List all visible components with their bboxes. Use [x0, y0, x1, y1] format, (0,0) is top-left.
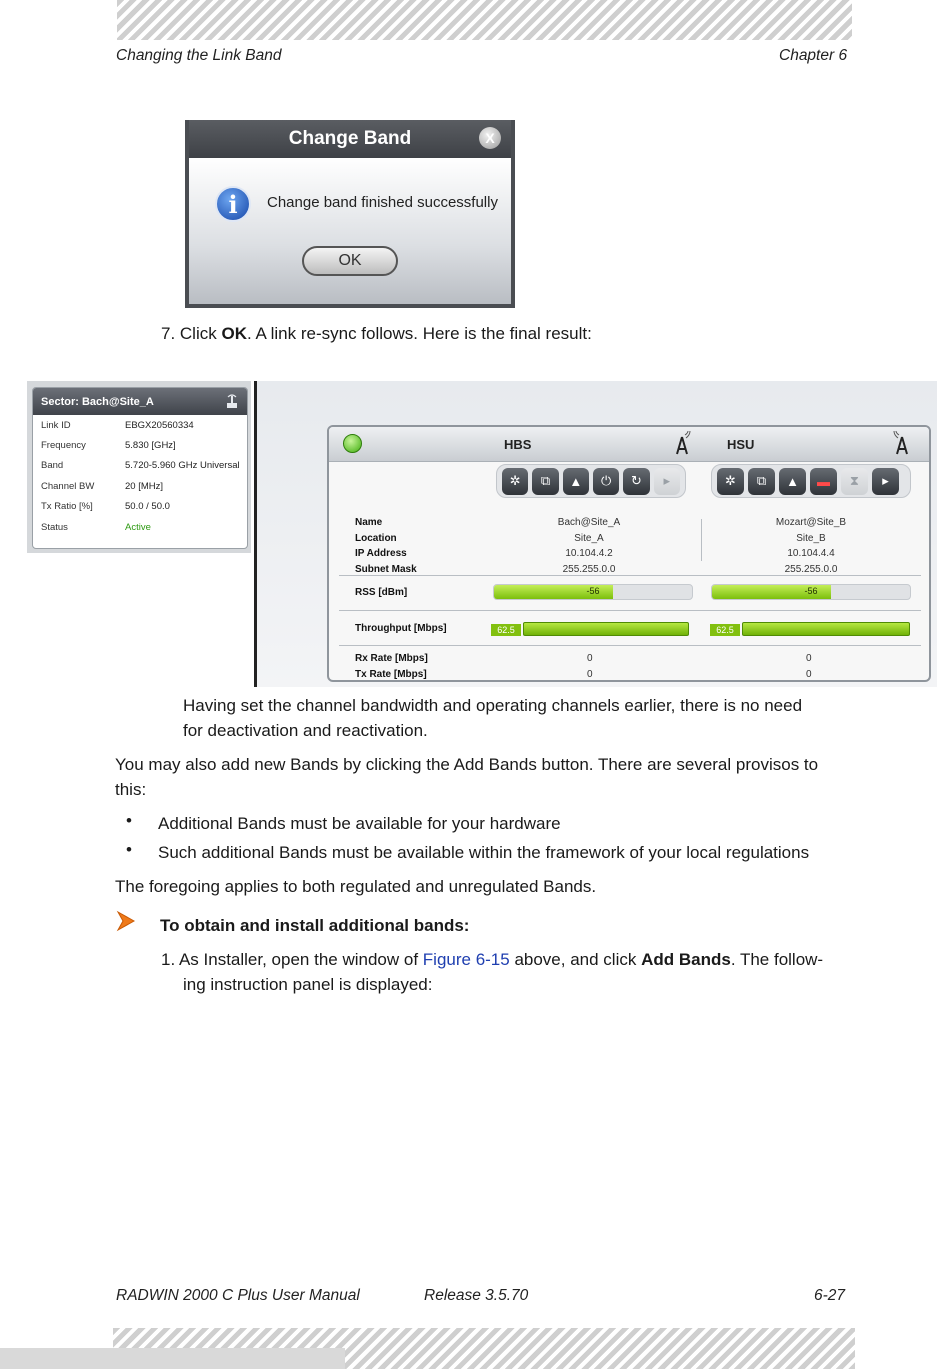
label-name: Name	[355, 517, 383, 528]
info-icon: i	[215, 186, 251, 222]
hbs-refresh-icon[interactable]: ↻	[623, 468, 649, 495]
hbs-rates	[587, 651, 593, 682]
footer-page-number: 6-27	[814, 1287, 846, 1304]
step-1-prefix: 1. As Installer, open the window of	[161, 950, 423, 969]
paragraph-regulated: The foregoing applies to both regulated and unregulated Bands.	[115, 877, 597, 896]
label-ip-address: IP Address	[355, 548, 407, 559]
rx-rate-label: Rx Rate [Mbps]	[355, 653, 428, 664]
hsu-title: HSU	[727, 437, 755, 452]
step-7-suffix: . A link re-sync follows. Here is the final result:	[246, 324, 592, 343]
hbs-throughput-bar	[523, 622, 689, 636]
paragraph-line: for deactivation and reactivation.	[183, 721, 428, 740]
header-hatch-band	[117, 0, 852, 40]
separator	[339, 610, 921, 611]
hsu-throughput-bar	[742, 622, 910, 636]
hbs-toolbar	[496, 464, 686, 498]
paragraph-bandwidth-note	[183, 693, 802, 743]
sector-row-key: Tx Ratio [%]	[41, 501, 93, 513]
hsu-location: Site_B	[796, 532, 826, 544]
link-panel-header	[329, 427, 929, 462]
hsu-hourglass-icon[interactable]: ⧗	[841, 468, 868, 495]
ok-button[interactable]: OK	[302, 246, 398, 276]
hbs-next-icon[interactable]: ▸	[654, 468, 680, 495]
hsu-alarm-icon[interactable]: ▲	[779, 468, 806, 495]
paragraph-line: You may also add new Bands by clicking the Add Bands button. There are several provisos to	[115, 755, 819, 774]
paragraph-line: this:	[115, 780, 147, 799]
hbs-config-icon[interactable]: ⧉	[532, 468, 558, 495]
sector-row-value: 5.830 [GHz]	[125, 440, 176, 452]
sector-row-key: Band	[41, 460, 64, 472]
sector-panel	[32, 387, 248, 549]
sector-row-value: 20 [MHz]	[125, 480, 164, 492]
hsu-settings-icon[interactable]: ✲	[717, 468, 744, 495]
sector-row	[33, 456, 247, 476]
tx-rate-label: Tx Rate [Mbps]	[355, 668, 427, 680]
column-divider	[701, 519, 702, 561]
hbs-rss-bar	[493, 584, 693, 600]
hsu-deregister-icon[interactable]: ▬	[810, 468, 837, 495]
hsu-toolbar	[711, 464, 911, 498]
hsu-rss-value: -56	[804, 586, 818, 596]
hsu-tx-rate: 0	[806, 668, 812, 680]
dialog-body	[189, 158, 511, 304]
sector-row-key: Link ID	[41, 419, 71, 431]
hsu-rx-rate: 0	[806, 653, 812, 664]
step-7-ok: OK	[221, 324, 247, 343]
hsu-name: Mozart@Site_B	[775, 517, 847, 528]
step-7-prefix: 7. Click	[161, 324, 222, 343]
hsu-tower-icon	[893, 431, 911, 455]
hbs-location: Site_A	[574, 532, 604, 544]
rate-labels	[355, 651, 428, 682]
sector-row-value: 50.0 / 50.0	[125, 501, 170, 513]
procedure-title: To obtain and install additional bands:	[160, 916, 470, 935]
sector-row	[33, 497, 247, 517]
throughput-label: Throughput [Mbps]	[355, 623, 447, 634]
hbs-site-values	[499, 515, 679, 577]
hbs-rss-value: -56	[586, 586, 600, 596]
label-location: Location	[355, 532, 397, 544]
rss-label: RSS [dBm]	[355, 587, 408, 598]
step-1-text	[161, 947, 823, 972]
sector-row-key: Channel BW	[41, 480, 95, 492]
bullet-icon: •	[126, 840, 132, 859]
hbs-mask: 255.255.0.0	[562, 563, 616, 575]
antenna-icon	[225, 393, 239, 409]
bullet-icon: •	[126, 811, 132, 830]
separator	[339, 575, 921, 576]
hbs-throughput-value: 62.5	[491, 624, 521, 636]
hbs-title: HBS	[504, 437, 532, 452]
hbs-tx-rate: 0	[587, 668, 593, 680]
sector-row	[33, 476, 247, 496]
link-status-led-icon	[343, 434, 362, 453]
hsu-rates	[806, 651, 812, 682]
hsu-mask: 255.255.0.0	[784, 563, 838, 575]
dialog-message: Change band finished successfully	[267, 194, 498, 211]
sector-row-key: Status	[41, 521, 68, 533]
sector-row	[33, 517, 247, 537]
dialog-title-bar	[189, 120, 511, 158]
step-1-middle: above, and click	[509, 950, 642, 969]
procedure-arrow-icon	[116, 910, 136, 932]
sector-row	[33, 415, 247, 435]
site-labels	[355, 515, 417, 577]
hsu-rss-bar	[711, 584, 911, 600]
hsu-throughput-value: 62.5	[710, 624, 740, 636]
sector-panel-frame	[27, 381, 251, 553]
running-header-chapter: Chapter 6	[779, 47, 848, 64]
hbs-tower-icon	[673, 431, 691, 455]
hbs-ip: 10.104.4.2	[565, 548, 613, 559]
sector-row	[33, 435, 247, 455]
sector-rows	[33, 415, 247, 537]
figure-link[interactable]: Figure 6-15	[422, 950, 510, 969]
step-1-suffix: . The follow-	[730, 950, 824, 969]
paragraph-add-bands	[115, 752, 818, 802]
step-1-add-bands: Add Bands	[641, 950, 731, 969]
hsu-next-icon[interactable]: ▸	[872, 468, 899, 495]
sector-row-key: Frequency	[41, 440, 86, 452]
sector-row-value: Active	[125, 521, 151, 533]
link-status-screenshot	[27, 381, 937, 687]
hsu-site-values	[721, 515, 901, 577]
separator	[339, 645, 921, 646]
bullet-item: Such additional Bands must be available within the framework of your local regulations	[158, 843, 810, 862]
hbs-rx-rate: 0	[587, 653, 593, 664]
hsu-ip: 10.104.4.4	[787, 548, 835, 559]
dialog-title: Change Band	[288, 128, 412, 149]
sector-row-value: 5.720-5.960 GHz Universal	[125, 460, 240, 472]
hbs-settings-icon[interactable]: ✲	[502, 468, 528, 495]
footer-manual-title: RADWIN 2000 C Plus User Manual	[116, 1287, 360, 1304]
hsu-config-icon[interactable]: ⧉	[748, 468, 775, 495]
change-band-dialog	[185, 120, 515, 308]
sector-title: Sector: Bach@Site_A	[41, 395, 154, 408]
hbs-name: Bach@Site_A	[557, 517, 621, 528]
footer-gray-block	[0, 1348, 345, 1369]
hbs-alarm-icon[interactable]: ▲	[563, 468, 589, 495]
sector-row-value: EBGX20560334	[125, 419, 194, 431]
sector-panel-header	[33, 388, 247, 415]
paragraph-line: Having set the channel bandwidth and operating channels earlier, there is no need	[183, 696, 803, 715]
step-1-continuation: ing instruction panel is displayed:	[183, 975, 433, 994]
link-panel	[327, 425, 931, 682]
close-icon[interactable]: X	[479, 127, 501, 149]
running-header-section: Changing the Link Band	[116, 47, 282, 64]
hbs-power-icon[interactable]: ⏻	[593, 468, 619, 495]
label-subnet-mask: Subnet Mask	[355, 563, 417, 575]
footer-release: Release 3.5.70	[424, 1287, 529, 1304]
step-7-text	[161, 321, 592, 346]
bullet-item: Additional Bands must be available for your hardware	[158, 814, 561, 833]
